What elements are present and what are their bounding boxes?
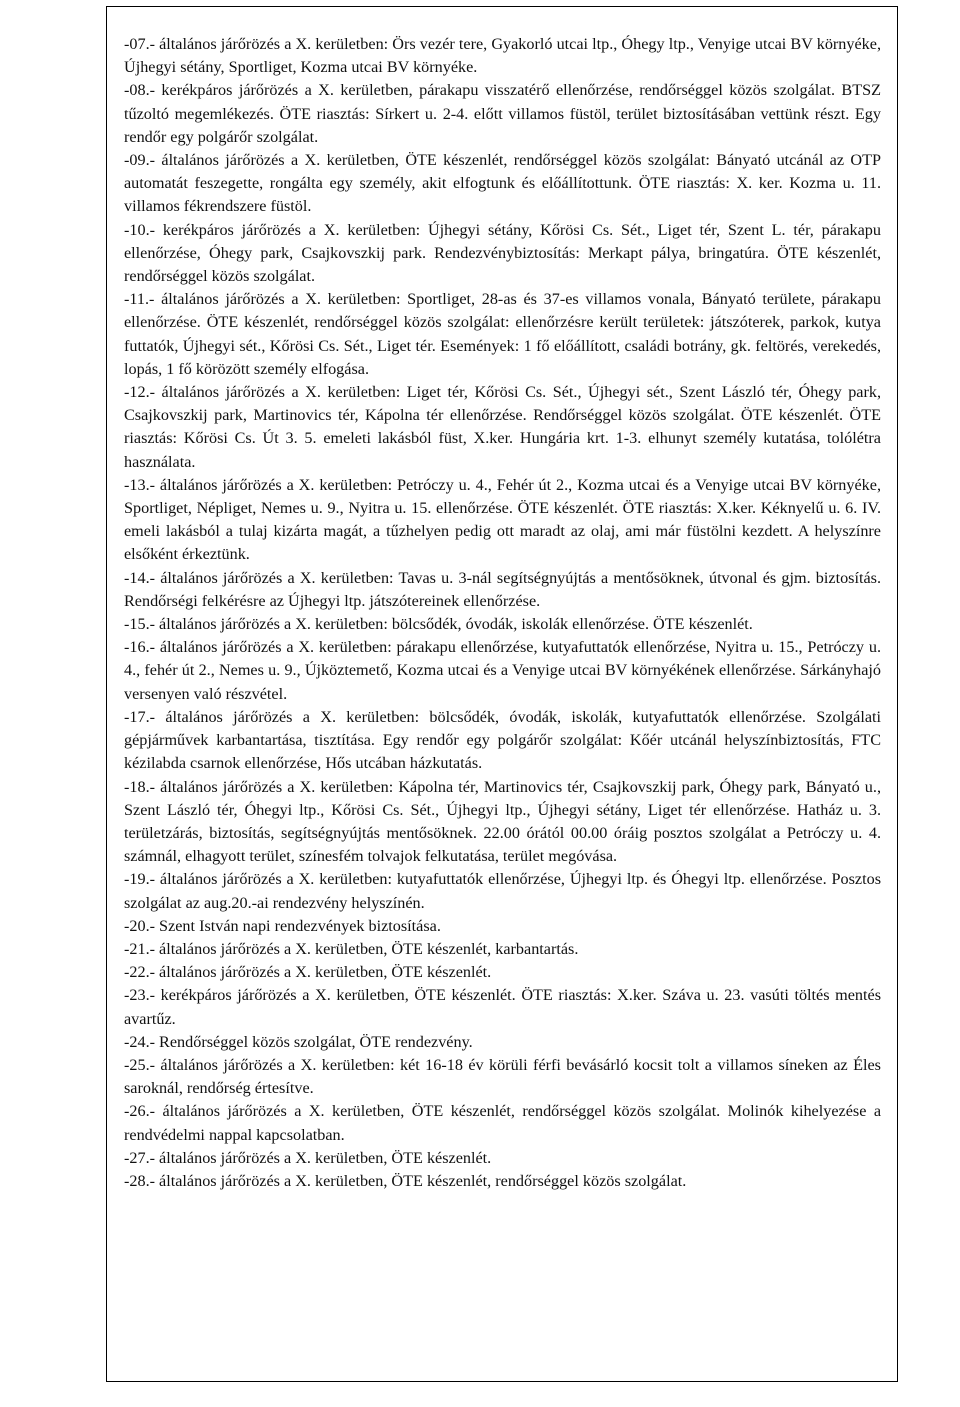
document-body bbox=[124, 33, 881, 1193]
log-entry-08: -08.- kerékpáros járőrözés a X. kerületben, párakapu visszatérő ellenőrzése, rendőrséggel közös szolgálat. BTSZ tűzoltó megemlékezés. ÖTE riasztás: Sírkert u. 2-4. előtt villamos füstöl, terület biztosításában vettünk részt. Egy rendőr egy polgárőr szolgálat. bbox=[124, 81, 881, 146]
log-entry-25: -25.- általános járőrözés a X. kerületben: két 16-18 év körüli férfi bevásárló kocsit tolt a villamos síneken az Éles saroknál, rendőrség értesítve. bbox=[124, 1055, 881, 1098]
log-entry-19: -19.- általános járőrözés a X. kerületben: kutyafuttatók ellenőrzése, Újhegyi ltp. és Óhegyi ltp. ellenőrzése. Posztos szolgálat az aug.20.-ai rendezvény helyszínén. bbox=[124, 870, 881, 912]
log-entry-11: -11.- általános járőrözés a X. kerületben: Sportliget, 28-as és 37-es villamos vonala, Bányató területe, párakapu ellenőrzése. ÖTE készenlét, rendőrséggel közös szolgálat: ellenőrzésre került területek: játszóterek, parkok, kutya futtatók, Újhegyi sét., Kőrösi Cs. Sét., Liget tér. Események: 1 fő előállított, családi botrány, gk. feltörés, verekedés, lopás, 1 fő körözött személy elfogása. bbox=[124, 290, 881, 378]
log-entry-07: -07.- általános járőrözés a X. kerületben: Örs vezér tere, Gyakorló utcai ltp., Óhegy ltp., Venyige utcai BV környéke, Újhegyi sétány, Sportliget, Kozma utcai BV környéke. bbox=[124, 35, 881, 77]
log-entry-15: -15.- általános járőrözés a X. kerületben: bölcsődék, óvodák, iskolák ellenőrzése. ÖTE készenlét. bbox=[124, 615, 753, 634]
log-entry-22: -22.- általános járőrözés a X. kerületben, ÖTE készenlét. bbox=[124, 963, 492, 982]
log-entry-21: -21.- általános járőrözés a X. kerületben, ÖTE készenlét, karbantartás. bbox=[124, 939, 579, 958]
log-entry-17: -17.- általános járőrözés a X. kerületben: bölcsődék, óvodák, iskolák, kutyafuttatók ellenőrzése. Szolgálati gépjárművek karbantartása, tisztítása. Egy rendőr egy polgárőr szolgálat: Kőér utcánál helyszínbiztosítás, FTC kézilabda csarnok ellenőrzése, Hős utcában házkutatás. bbox=[124, 707, 881, 773]
log-entry-18: -18.- általános járőrözés a X. kerületben: Kápolna tér, Martinovics tér, Csajkovszkij park, Óhegy park, Bányató u., Szent László tér, Óhegyi ltp., Kőrösi Cs. Sét., Újhegyi ltp., Újhegyi sétány, Liget tér ellenőrzése. Hatház u. 3. területzárás, biztosítás, segítségnyújtás mentősöknek. 22.00 órától 00.00 óráig posztos szolgálat a Petróczy u. 4. számnál, elhagyott terület, színesfém tolvajok felkutatása, terület megóvása. bbox=[124, 777, 881, 866]
log-entry-28: -28.- általános járőrözés a X. kerületben, ÖTE készenlét, rendőrséggel közös szolgálat. bbox=[124, 1171, 687, 1190]
log-entry-16: -16.- általános járőrözés a X. kerületben: párakapu ellenőrzése, kutyafuttatók ellenőrzése, Nyitra u. 15., Petróczy u. 4., fehér út 2., Nemes u. 9., Újköztemető, Kozma utcai és a Venyige utcai BV környékének ellenőrzése. Sárkányhajó versenyen való részvétel. bbox=[124, 638, 881, 703]
log-entry-27: -27.- általános járőrözés a X. kerületben, ÖTE készenlét. bbox=[124, 1148, 492, 1167]
log-entry-20: -20.- Szent István napi rendezvények biztosítása. bbox=[124, 916, 441, 935]
log-entry-23: -23.- kerékpáros járőrözés a X. kerületben, ÖTE készenlét. ÖTE riasztás: X.ker. Száva u. 23. vasúti töltés mentés avartűz. bbox=[124, 986, 881, 1028]
log-entry-13: -13.- általános járőrözés a X. kerületben: Petróczy u. 4., Fehér út 2., Kozma utcai és a Venyige utcai BV környéke, Sportliget, Népliget, Nemes u. 9., Nyitra u. 15. ellenőrzése. ÖTE készenlét. ÖTE riasztás: X.ker. Kéknyelű u. 6. IV. emeli lakásból a tulaj kizárta magát, a tűzhelyen pedig ott maradt az olaj, ami már füstölni kezdett. A helyszínre elsőként érkeztünk. bbox=[124, 475, 881, 564]
log-entry-10: -10.- kerékpáros járőrözés a X. kerületben: Újhegyi sétány, Kőrösi Cs. Sét., Liget tér, Szent L. tér, párakapu ellenőrzése, Óhegy park, Csajkovszkij park. Rendezvénybiztosítás: Merkapt pálya, bringatúra. ÖTE készenlét, rendőrséggel közös szolgálat. bbox=[124, 220, 881, 286]
log-entry-12: -12.- általános járőrözés a X. kerületben: Liget tér, Kőrösi Cs. Sét., Újhegyi sét., Szent László tér, Óhegy park, Csajkovszkij park, Martinovics tér, Kápolna tér ellenőrzése. Rendőrséggel közös szolgálat. ÖTE készenlét. ÖTE riasztás: Kőrösi Cs. Út 3. 5. emeleti lakásból füst, X.ker. Hungária krt. 1-3. elhunyt személy kutatása, tolólétra használata. bbox=[124, 383, 881, 471]
log-entry-24: -24.- Rendőrséggel közös szolgálat, ÖTE rendezvény. bbox=[124, 1032, 473, 1051]
log-entry-09: -09.- általános járőrözés a X. kerületben, ÖTE készenlét, rendőrséggel közös szolgálat: Bányató utcánál az OTP automatát feszegette, rongálta egy személy, akit elfogtunk és előállítottunk. ÖTE riasztás: X. ker. Kozma u. 11. villamos fékrendszere füstöl. bbox=[124, 151, 881, 216]
log-entry-26: -26.- általános járőrözés a X. kerületben, ÖTE készenlét, rendőrséggel közös szolgálat. Molinók kihelyezése a rendvédelmi nappal kapcsolatban. bbox=[124, 1102, 881, 1144]
log-entry-14: -14.- általános járőrözés a X. kerületben: Tavas u. 3-nál segítségnyújtás a mentősöknek, útvonal és gjm. biztosítás. Rendőrségi felkérésre az Újhegyi ltp. játszótereinek ellenőrzése. bbox=[124, 568, 881, 610]
